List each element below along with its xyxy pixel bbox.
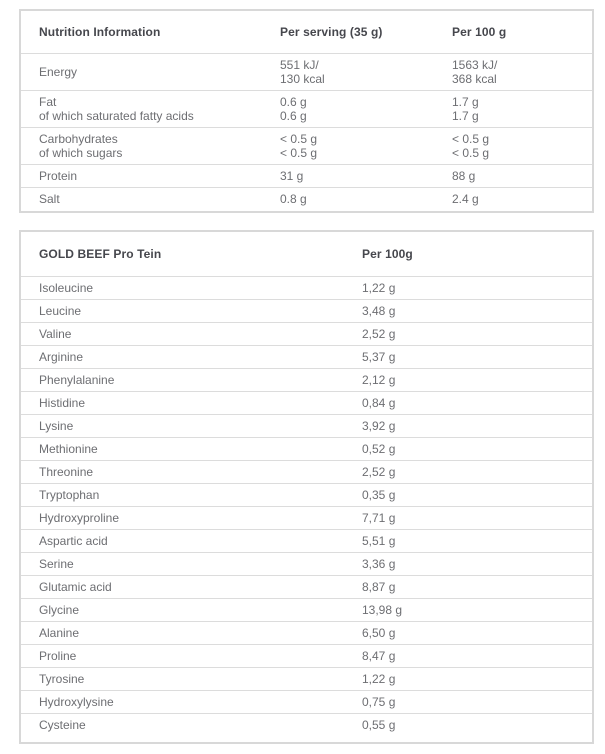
per-serving-value-cell: 0.8 g: [280, 192, 307, 206]
nutrient-name-cell: Fat of which saturated fatty acids: [39, 95, 194, 123]
amino-acid-name-cell: Methionine: [39, 442, 98, 456]
amino-acid-row: [21, 622, 592, 645]
amino-acid-per-100g-value-cell: 0,84 g: [362, 396, 396, 410]
nutrition-information-table: [19, 9, 594, 213]
amino-acid-name-cell: Glycine: [39, 603, 80, 617]
amino-acid-row: [21, 323, 592, 346]
nutrient-name-cell: Salt: [39, 192, 60, 206]
amino-acid-per-100g-value-cell: 1,22 g: [362, 281, 396, 295]
amino-acid-per-100g-value-cell: 1,22 g: [362, 672, 396, 686]
amino-acid-name-cell: Alanine: [39, 626, 80, 640]
amino-acid-per-100g-value-cell: 3,36 g: [362, 557, 396, 571]
amino-acid-table: [19, 230, 594, 744]
per-100g-value-cell: 2.4 g: [452, 192, 479, 206]
amino-table-header-row: [21, 232, 592, 277]
per-100g-value-cell: 1.7 g 1.7 g: [452, 95, 479, 123]
amino-table-title: GOLD BEEF Pro Tein: [39, 247, 162, 261]
amino-acid-per-100g-value-cell: 7,71 g: [362, 511, 396, 525]
amino-acid-per-100g-value-cell: 13,98 g: [362, 603, 403, 617]
amino-per-100g-column-header: Per 100g: [362, 247, 413, 261]
nutrition-row: [21, 165, 592, 188]
amino-acid-row: [21, 576, 592, 599]
per-serving-value-cell: 0.6 g 0.6 g: [280, 95, 307, 123]
amino-acid-per-100g-value-cell: 0,75 g: [362, 695, 396, 709]
amino-acid-row: [21, 484, 592, 507]
amino-acid-row: [21, 346, 592, 369]
amino-acid-row: [21, 507, 592, 530]
amino-acid-per-100g-value-cell: 3,48 g: [362, 304, 396, 318]
amino-acid-per-100g-value-cell: 8,47 g: [362, 649, 396, 663]
nutrient-name-cell: Protein: [39, 169, 78, 183]
nutrition-table-rows: [21, 54, 592, 210]
amino-acid-name-cell: Leucine: [39, 304, 82, 318]
per-100g-value-cell: 1563 kJ/ 368 kcal: [452, 58, 498, 86]
amino-acid-name-cell: Serine: [39, 557, 74, 571]
amino-acid-per-100g-value-cell: 8,87 g: [362, 580, 396, 594]
amino-acid-row: [21, 599, 592, 622]
amino-acid-per-100g-value-cell: 2,52 g: [362, 465, 396, 479]
amino-acid-row: [21, 392, 592, 415]
amino-acid-row: [21, 553, 592, 576]
amino-acid-row: [21, 668, 592, 691]
amino-acid-name-cell: Glutamic acid: [39, 580, 112, 594]
nutrient-name-cell: Energy: [39, 65, 78, 79]
nutrition-row: [21, 54, 592, 91]
amino-acid-name-cell: Tyrosine: [39, 672, 85, 686]
amino-acid-name-cell: Phenylalanine: [39, 373, 115, 387]
nutrition-row: [21, 91, 592, 128]
amino-acid-row: [21, 530, 592, 553]
nutrition-table-header-row: [21, 11, 592, 54]
amino-acid-row: [21, 691, 592, 714]
amino-acid-per-100g-value-cell: 3,92 g: [362, 419, 396, 433]
amino-acid-row: [21, 277, 592, 300]
amino-acid-name-cell: Isoleucine: [39, 281, 94, 295]
amino-acid-name-cell: Tryptophan: [39, 488, 100, 502]
amino-acid-row: [21, 300, 592, 323]
amino-acid-name-cell: Lysine: [39, 419, 74, 433]
amino-acid-name-cell: Arginine: [39, 350, 84, 364]
per-100g-value-cell: < 0.5 g < 0.5 g: [452, 132, 490, 160]
amino-acid-per-100g-value-cell: 5,51 g: [362, 534, 396, 548]
amino-acid-per-100g-value-cell: 6,50 g: [362, 626, 396, 640]
per-100g-value-cell: 88 g: [452, 169, 476, 183]
amino-acid-per-100g-value-cell: 2,12 g: [362, 373, 396, 387]
amino-acid-name-cell: Cysteine: [39, 718, 86, 732]
per-serving-value-cell: 31 g: [280, 169, 304, 183]
per-serving-value-cell: 551 kJ/ 130 kcal: [280, 58, 325, 86]
amino-acid-per-100g-value-cell: 0,52 g: [362, 442, 396, 456]
per-serving-column-header: Per serving (35 g): [280, 25, 383, 39]
amino-acid-per-100g-value-cell: 0,55 g: [362, 718, 396, 732]
nutrition-row: [21, 128, 592, 165]
nutrient-name-cell: Carbohydrates of which sugars: [39, 132, 123, 160]
amino-acid-row: [21, 415, 592, 438]
amino-acid-row: [21, 438, 592, 461]
amino-acid-name-cell: Proline: [39, 649, 77, 663]
amino-acid-name-cell: Hydroxyproline: [39, 511, 120, 525]
per-serving-value-cell: < 0.5 g < 0.5 g: [280, 132, 318, 160]
per-100g-column-header: Per 100 g: [452, 25, 507, 39]
amino-acid-name-cell: Aspartic acid: [39, 534, 108, 548]
amino-acid-row: [21, 369, 592, 392]
amino-acid-per-100g-value-cell: 2,52 g: [362, 327, 396, 341]
amino-acid-row: [21, 461, 592, 484]
amino-acid-name-cell: Hydroxylysine: [39, 695, 114, 709]
amino-acid-name-cell: Threonine: [39, 465, 94, 479]
amino-acid-name-cell: Valine: [39, 327, 72, 341]
amino-acid-per-100g-value-cell: 5,37 g: [362, 350, 396, 364]
nutrition-row: [21, 188, 592, 210]
nutrition-table-title: Nutrition Information: [39, 25, 161, 39]
amino-acid-per-100g-value-cell: 0,35 g: [362, 488, 396, 502]
amino-acid-row: [21, 645, 592, 668]
amino-acid-name-cell: Histidine: [39, 396, 86, 410]
amino-table-rows: [21, 277, 592, 736]
amino-acid-row: [21, 714, 592, 736]
